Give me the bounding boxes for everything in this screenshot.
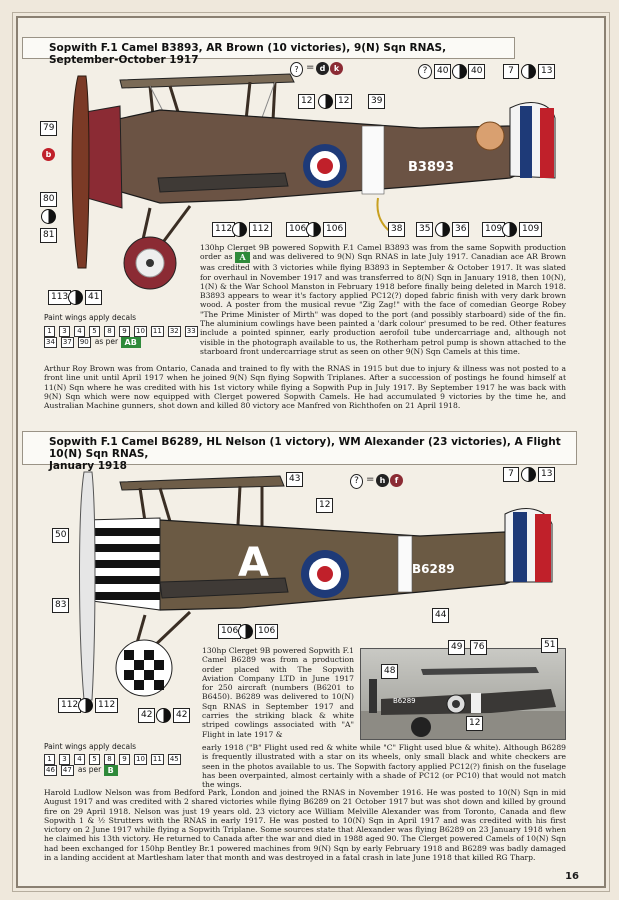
callout-7: 7: [503, 64, 519, 79]
photo-callout-48: 48: [381, 664, 398, 679]
decal-number: 46: [46, 766, 55, 774]
photo-aircraft-silhouette: [361, 649, 566, 740]
decal-number: 10: [136, 755, 145, 763]
callout-13: 13: [538, 64, 555, 79]
paint-dot-icon: b: [42, 148, 55, 161]
callout-d-43: 43: [286, 472, 303, 487]
callout-106a: 106: [286, 222, 309, 237]
decal-number: 45: [169, 755, 179, 763]
callout-113: 113: [48, 290, 71, 305]
section-d-decal-label: Paint wings apply decals: [44, 742, 137, 751]
callout-112a: 112: [212, 222, 235, 237]
decal-number: 32: [169, 327, 179, 335]
decal-number: 10: [136, 327, 145, 335]
legend-equals-d: =: [366, 474, 375, 485]
decal-number: 34: [46, 338, 55, 346]
decal-number: 3: [59, 326, 70, 337]
callout-109b: 109: [519, 222, 542, 237]
callout-38: 38: [388, 222, 405, 237]
decal-number: 90: [79, 338, 89, 346]
paint-dot-icon: h: [376, 474, 389, 487]
photo-callout-76: 76: [470, 640, 487, 655]
callout-d-106a: 106: [218, 624, 241, 639]
decal-number: 11: [152, 327, 162, 335]
photo-serial: B6289: [393, 697, 416, 705]
callout-12a: 12: [298, 94, 315, 109]
yin-yang-icon: [306, 222, 321, 237]
section-c-paragraph-1a: 130hp Clerget 9B powered Sopwith F.1 Camel B3893 was from the same Sopwith production order as A and was delivered to 9(N) Sqn RNAS in late July 1917. Canadian ace AR Brown was credited with 3 victories while flying B3893 in September & October 1917. It was slated for overhaul in November 1917 and was transferred to 8(N) Sqn in January 1918, then 10(N), 1(N) & the War School Manston in February 1918 before finally being deleted in March 1918. B3893 appears to wear it's factory applied PC12(?) doped fabric finish with very dark brown wood. A poster from the musical revue "Zig Zag!" with the face of comedian George Robey "The Prime Minister of Mirth" was doped to the port (and possibly starboard) side of the fin. The aluminium cowlings have been painted a 'dark colour' presumed to be red. Other features include a pointed spinner, early production aerofoil tube undercarriage and, although not visible in the photograph available to us, the Rotherham petrol pump is shown attached to the starboard front undercarriage strut as seen on other 9(N) Sqn Camels at this time.: [200, 243, 566, 356]
callout-81: 81: [40, 228, 57, 243]
section-d-paragraph-1a: 130hp Clerget 9B powered Sopwith F.1 Camel B6289 was from a production order placed with The Sopwith Aviation Company LTD in June 1917 for 250 aircraft (numbers (B6201 to B6450). B6289 was delivered to 10(N) Sqn RNAS in September 1917 and carries the striking black & white striped cowlings associated with "A" Flight in late 1917 &: [202, 646, 354, 739]
decal-number: 8: [104, 754, 115, 765]
callout-112b: 112: [249, 222, 272, 237]
decal-number: 47: [62, 766, 72, 774]
decals-as-per: as per: [77, 765, 104, 774]
section-c-decals: [44, 326, 204, 348]
callout-35: 35: [416, 222, 433, 237]
decal-number: 4: [74, 754, 85, 765]
callout-d-50: 50: [52, 528, 69, 543]
callout-d-112a: 112: [58, 698, 81, 713]
fuselage-serial-c: B3893: [408, 160, 455, 175]
callout-39: 39: [368, 94, 385, 109]
callout-d-112b: 112: [95, 698, 118, 713]
callout-d-7: 7: [503, 467, 519, 482]
decals-tag: B: [104, 765, 118, 776]
callout-d-13: 13: [538, 467, 555, 482]
callout-d-42a: 42: [138, 708, 155, 723]
yin-yang-icon: [318, 94, 333, 109]
section-c-title: Sopwith F.1 Camel B3893, AR Brown (10 victories), 9(N) Sqn RNAS, September-October 1917: [22, 37, 515, 59]
inline-tag-a: A: [235, 252, 249, 263]
section-d-decals: [44, 754, 194, 776]
yin-yang-icon: [232, 222, 247, 237]
section-d-paragraph-1b: early 1918 ("B" Flight used red & white while "C" Flight used blue & white). Although B6289 is frequently illustrated with a star on its wheels, only small black and white checkers are seen in the photos available to us. The Sopwith factory applied PC12(?) finish on the fuselage has been overpainted, almost certainly with a shade of PC12 (or PC10) that would not match the wings.: [202, 743, 566, 790]
callout-40a: 40: [434, 64, 451, 79]
photo-callout-49: 49: [448, 640, 465, 655]
decal-number: 9: [119, 326, 130, 337]
decals-tag: AB: [121, 337, 141, 348]
decal-number: 4: [74, 326, 85, 337]
section-d-title: Sopwith F.1 Camel B6289, HL Nelson (1 victory), WM Alexander (23 victories), A Flight 10(N) Sqn RNAS, January 1918: [22, 431, 577, 465]
section-c-paragraph-2: Arthur Roy Brown was from Ontario, Canada and trained to fly with the RNAS in 1915 but due to injury & illness was not posted to a front line unit until April 1917 when he joined 9(N) Sqn flying Sopwith Triplanes. After a succession of postings he found himself at 11(N) Sqn where he was credited with his 1st victory while flying a Sopwith Pup in July 1917. By September 1917 he was back with 9(N) Sqn which were now equipped with Clerget powered Sopwith Camels. He had accumulated 9 victories by the time he, and Australian Machine gunners, shot down and killed 80 victory ace Manfred von Richthofen on 21 April 1918.: [44, 364, 566, 411]
decal-number: 5: [89, 326, 100, 337]
decal-number: 9: [119, 754, 130, 765]
yin-yang-icon: [435, 222, 450, 237]
photo-callout-51: 51: [541, 638, 558, 653]
callout-41: 41: [85, 290, 102, 305]
callout-40b: 40: [468, 64, 485, 79]
yin-yang-icon: [78, 698, 93, 713]
section-d-paragraph-2: Harold Ludlow Nelson was from Bedford Park, London and joined the RNAS in November 1916. He was posted to 10(N) Sqn in mid August 1917 and was credited with 2 shared victories while flying B6289 on 21 October 1917 but was shot down and killed by ground fire on 29 April 1918. Nelson was just 19 years old. 23 victory ace William Melville Alexander was from Toronto, Canada and flew Sopwith 1 & ½ Strutters with the RNAS in early 1917. He was posted to 10(N) Sqn in April 1917 and was credited with his first victory on 2 June 1917 while flying a Sopwith Triplane. Some sources state that Alexander was flying B6289 on 23 January 1918 when he claimed his 13th victory. He returned to Canada after the war and died in 1988 aged 90. The Clerget powered Camels of 10(N) Sqn had been exchanged for 150hp Bentley Br.1 powered machines from 9(N) Sqn by early February 1918 and B6289 was badly damaged in a landing accident at Martlesham later that month and was destroyed in a fatal crash in late June 1918 that killed RG Tharp.: [44, 788, 566, 863]
callout-d-106b: 106: [255, 624, 278, 639]
decal-number: 8: [104, 326, 115, 337]
callout-d-83: 83: [52, 598, 69, 613]
legend-marker-a: ?: [290, 62, 303, 77]
callout-79: 79: [40, 121, 57, 136]
legend-marker-d: ?: [350, 474, 363, 489]
callout-d-42b: 42: [173, 708, 190, 723]
callout-80: 80: [40, 192, 57, 207]
decal-number: 11: [152, 755, 162, 763]
section-c-decal-label: Paint wings apply decals: [44, 313, 137, 322]
paint-dot-icon: d: [316, 62, 329, 75]
decal-number: 1: [44, 754, 55, 765]
callout-d-44: 44: [432, 608, 449, 623]
decal-number: 5: [89, 754, 100, 765]
callout-d-12: 12: [316, 498, 333, 513]
yin-yang-icon: [156, 708, 171, 723]
photo-callout-12: 12: [466, 716, 483, 731]
callout-36: 36: [452, 222, 469, 237]
callout-12b: 12: [335, 94, 352, 109]
paint-dot-icon: f: [390, 474, 403, 487]
yin-yang-icon: [502, 222, 517, 237]
yin-yang-icon: [68, 290, 83, 305]
reference-photo: [360, 648, 566, 740]
decal-number: 1: [44, 326, 55, 337]
legend-equals: =: [306, 62, 315, 73]
decal-number: 3: [59, 754, 70, 765]
yin-yang-icon: [238, 624, 253, 639]
callout-question: ?: [418, 64, 432, 79]
page-number: 16: [565, 871, 579, 882]
callout-106b: 106: [323, 222, 346, 237]
decals-as-per: as per: [94, 337, 121, 346]
callout-109a: 109: [482, 222, 505, 237]
fuselage-letter-d: A: [238, 540, 269, 586]
paint-dot-icon: k: [330, 62, 343, 75]
decal-number: 37: [62, 338, 72, 346]
decal-number: 33: [186, 327, 196, 335]
yin-yang-icon: [41, 209, 56, 224]
fuselage-serial-d: B6289: [412, 562, 455, 576]
